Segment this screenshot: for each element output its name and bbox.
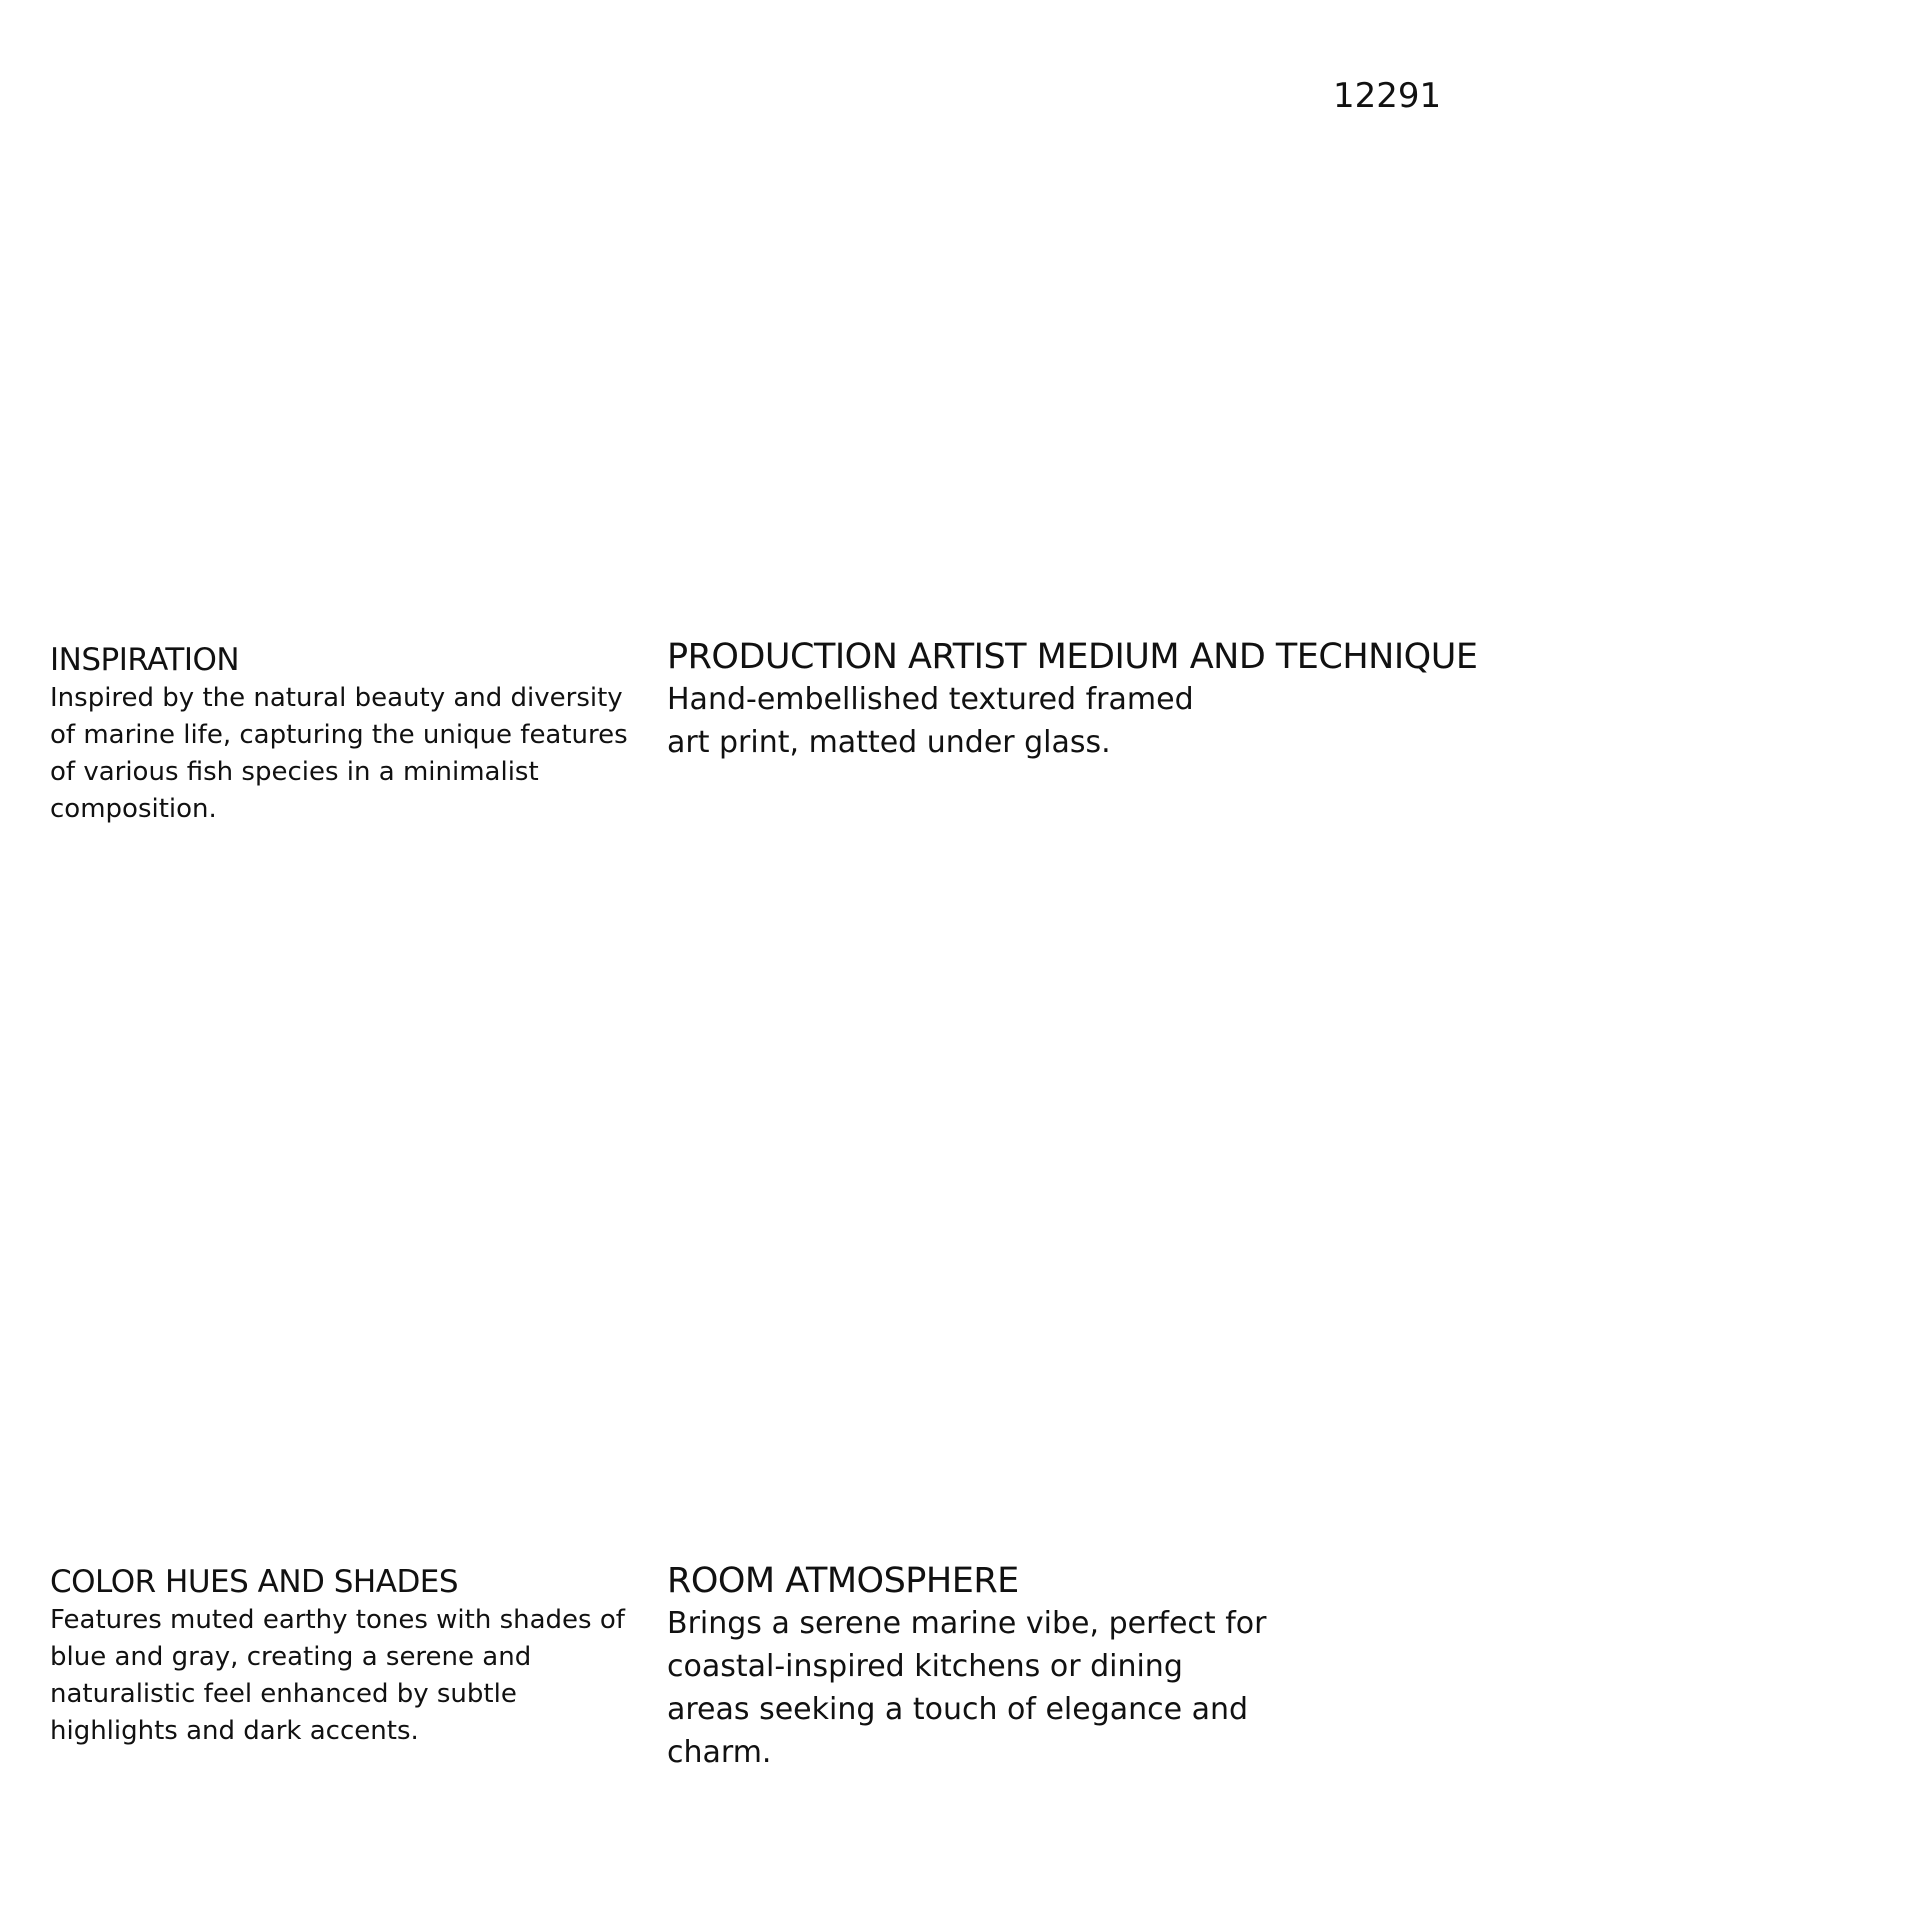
product-sku: 12291 [1333,76,1442,116]
color-title: COLOR HUES AND SHADES [50,1564,459,1600]
room-atmosphere-section [667,1560,1267,1774]
color-body: Features muted earthy tones with shades of blue and gray, creating a serene and naturalistic feel enhanced by subtle highlights and dark accents. [50,1605,625,1746]
production-body: Hand-embellished textured framed art print, matted under glass. [667,682,1194,760]
room-atmosphere-body: Brings a serene marine vibe, perfect for coastal-inspired kitchens or dining areas seeking a touch of elegance and charm. [667,1606,1267,1770]
production-section [667,636,1477,764]
inspiration-body: Inspired by the natural beauty and diversity of marine life, capturing the unique features of various fish species in a minimalist composition. [50,683,628,824]
production-title: PRODUCTION ARTIST MEDIUM AND TECHNIQUE [667,637,1478,677]
color-section [50,1562,640,1750]
inspiration-section [50,640,640,828]
inspiration-title: INSPIRATION [50,642,240,678]
room-atmosphere-title: ROOM ATMOSPHERE [667,1561,1019,1601]
